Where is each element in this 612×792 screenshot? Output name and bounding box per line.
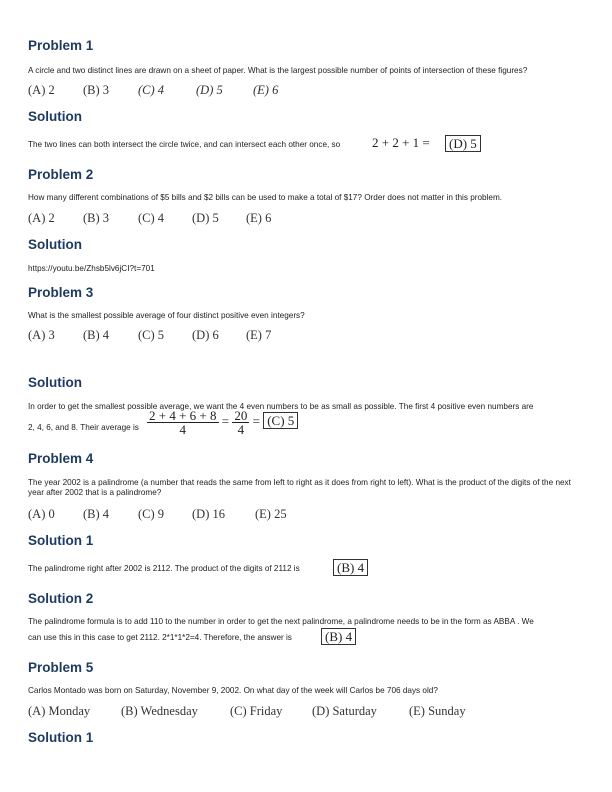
p1-choice-e: (E) 6 (253, 83, 279, 97)
p5-choice-d: (D) Saturday (312, 704, 377, 718)
problem-3-solution-heading: Solution (28, 375, 82, 390)
problem-4-solution-2-heading: Solution 2 (28, 591, 94, 606)
problem-4-heading: Problem 4 (28, 451, 94, 466)
problem-4-solution-1-answer-box: (B) 4 (333, 559, 368, 576)
p5-choice-c: (C) Friday (230, 704, 283, 718)
problem-4-solution-2-answer-box: (B) 4 (321, 628, 356, 645)
problem-4-question: The year 2002 is a palindrome (a number that reads the same from left to right as it does from right to left). What is the product of the digits of the next year after 2002 that is a palindrome? (28, 478, 571, 497)
p3-choice-d: (D) 6 (192, 328, 219, 342)
problem-4-solution-1-heading: Solution 1 (28, 533, 94, 548)
p1-choice-a: (A) 2 (28, 83, 55, 97)
fraction-sum: $\frac{2 + 4 + 6 + 8}{4}$ (149, 408, 217, 437)
problem-4-solution-2-line-1: The palindrome formula is to add 110 to the number in order to get the next palindrome, a palindrome needs to be in the form as ABBA . We (28, 617, 534, 626)
problem-2-heading: Problem 2 (28, 167, 94, 182)
problem-2-solution-heading: Solution (28, 237, 82, 252)
problem-5-solution-1-heading: Solution 1 (28, 730, 94, 745)
p5-choice-b: (B) Wednesday (121, 704, 198, 718)
p4-choice-e: (E) 25 (255, 507, 287, 521)
p3-choice-b: (B) 4 (83, 328, 110, 342)
p3-choice-a: (A) 3 (28, 328, 55, 342)
p2-choice-e: (E) 6 (246, 211, 272, 225)
p1-choice-b: (B) 3 (83, 83, 110, 97)
p4-choice-b: (B) 4 (83, 507, 110, 521)
problem-1-question: A circle and two distinct lines are drawn on a sheet of paper. What is the largest possible number of points of intersection of these figures? (28, 66, 528, 75)
problem-2-solution-link[interactable]: https://youtu.be/Zhsb5lv6jCI?t=701 (28, 264, 155, 273)
p2-choice-a: (A) 2 (28, 211, 55, 225)
p4-choice-d: (D) 16 (192, 507, 225, 521)
problem-1-solution-text: The two lines can both intersect the circle twice, and can intersect each other once, so (28, 140, 341, 149)
problem-3-answer-box: (C) 5 (263, 412, 298, 429)
problem-4-solution-1-text: The palindrome right after 2002 is 2112. The product of the digits of 2112 is (28, 564, 300, 573)
problem-2-question: How many different combinations of $5 bills and $2 bills can be used to make a total of $17? Order does not matter in this problem. (28, 193, 503, 202)
problem-4-solution-2-line-2: can use this in this case to get 2112. 2*1*1*2=4. Therefore, the answer is (28, 633, 292, 642)
problem-1-answer-box: (D) 5 (445, 135, 481, 152)
fraction-twenty-over-four: $\frac{20}{4}$ (234, 408, 248, 437)
problem-3-solution-math: $\frac{2 + 4 + 6 + 8}{4}$ = $\frac{20}{4}$ = (C) 5 (147, 409, 298, 436)
problem-3-question: What is the smallest possible average of four distinct positive even integers? (28, 311, 305, 320)
p4-choice-c: (C) 9 (138, 507, 165, 521)
p1-choice-d: (D) 5 (196, 83, 223, 97)
problem-3-heading: Problem 3 (28, 285, 94, 300)
p1-choice-c: (C) 4 (138, 83, 165, 97)
problem-5-question: Carlos Montado was born on Saturday, November 9, 2002. On what day of the week will Carlos be 706 days old? (28, 686, 438, 695)
problem-1-solution-math: 2 + 2 + 1 = (372, 135, 430, 150)
problem-1-heading: Problem 1 (28, 38, 94, 53)
problem-5-heading: Problem 5 (28, 660, 94, 675)
p5-choice-a: (A) Monday (28, 704, 91, 718)
p2-choice-d: (D) 5 (192, 211, 219, 225)
p4-choice-a: (A) 0 (28, 507, 55, 521)
problem-1-solution-heading: Solution (28, 109, 82, 124)
p3-choice-c: (C) 5 (138, 328, 165, 342)
problem-3-solution-line-2: 2, 4, 6, and 8. Their average is (28, 423, 139, 432)
p3-choice-e: (E) 7 (246, 328, 272, 342)
p2-choice-c: (C) 4 (138, 211, 165, 225)
problem-3-solution-line-1: In order to get the smallest possible average, we want the 4 even numbers to be as small as possible. The first 4 positive even numbers are (28, 402, 534, 411)
p2-choice-b: (B) 3 (83, 211, 110, 225)
p5-choice-e: (E) Sunday (409, 704, 466, 718)
